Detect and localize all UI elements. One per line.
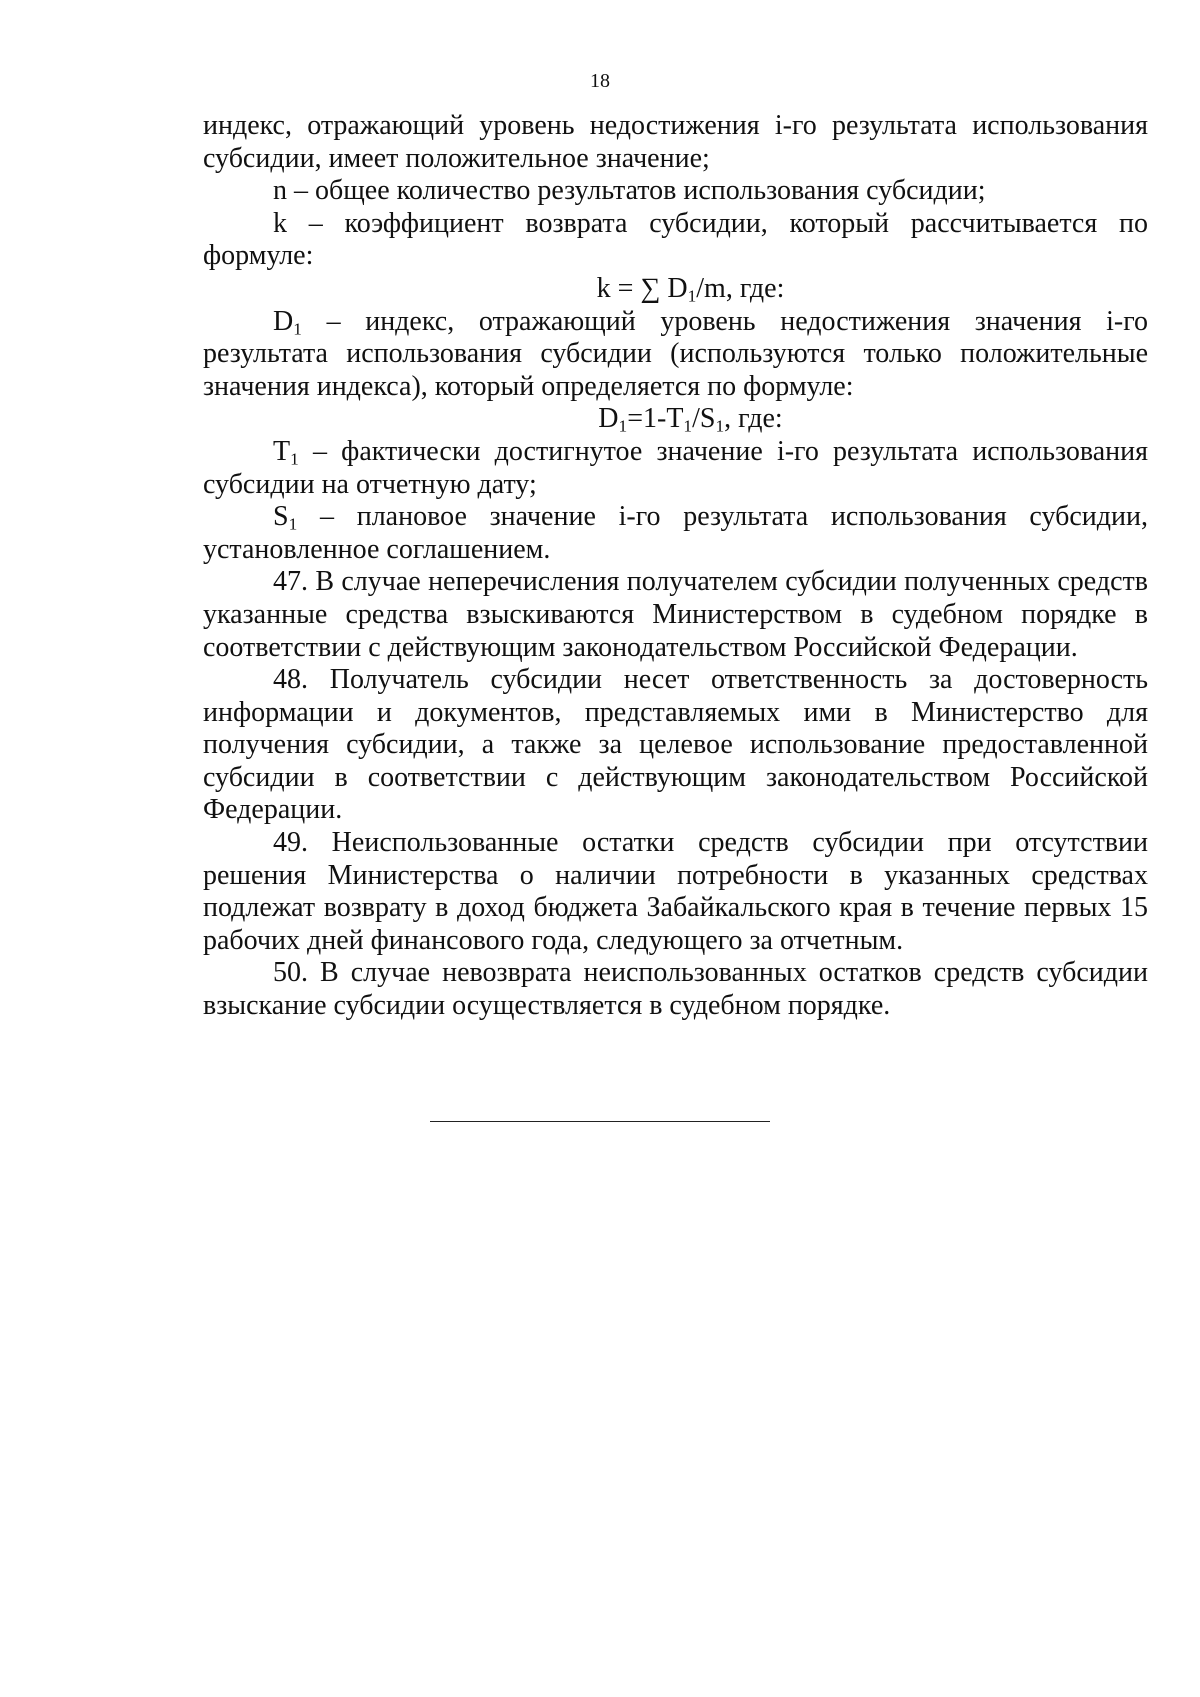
formula-d1-sub-b: 1 (683, 416, 693, 436)
paragraph-50: 50. В случае невозврата неиспользованных остатков средств субсидии взыскание субсидии осуществляется в судебном порядке. (203, 957, 1148, 1022)
formula-k-prefix: k = ∑ D (596, 272, 688, 304)
document-body (203, 110, 1148, 1023)
symbol-t: T (273, 435, 291, 467)
paragraph-t1-definition (203, 436, 1148, 501)
page-number: 18 (590, 70, 610, 92)
paragraph-49: 49. Неиспользованные остатки средств субсидии при отсутствии решения Министерства о наличии потребности в указанных средствах подлежат возврату в доход бюджета Забайкальского края в течение первых 15 рабочих дней финансового года, следующего за отчетным. (203, 827, 1148, 956)
formula-d1-slash: /S (692, 403, 716, 435)
formula-d1-d: D (598, 403, 619, 435)
paragraph-d1-text: – индекс, отражающий уровень недостижения значения i-го результата использования субсидии (используются только положительные значения индекса), который определяется по формуле: (203, 305, 1148, 402)
paragraph-47: 47. В случае неперечисления получателем субсидии полученных средств указанные средства взыскиваются Министерством в судебном порядке в соответствии с действующим законодательством Российской Федерации. (203, 566, 1148, 663)
paragraph-s1-definition (203, 501, 1148, 566)
symbol-s: S (273, 501, 289, 533)
formula-d1-sub-c: 1 (715, 416, 725, 436)
paragraph-t1-text: – фактически достигнутое значение i-го результата использования субсидии на отчетную дату; (203, 435, 1148, 500)
document-end-rule (430, 1121, 770, 1122)
paragraph-index-definition: индекс, отражающий уровень недостижения i-го результата использования субсидии, имеет положительное значение; (203, 110, 1148, 174)
formula-d1-mid: =1-T (627, 403, 684, 435)
paragraph-48: 48. Получатель субсидии несет ответственность за достоверность информации и документов, представляемых ими в Министерство для получения субсидии, а также за целевое использование предоставленной субсидии в соответствии с действующим законодательством Российской Федерации. (203, 664, 1148, 826)
symbol-d-subscript: 1 (293, 318, 302, 338)
formula-k-suffix: /m, где: (696, 272, 785, 304)
symbol-d: D (273, 305, 294, 337)
formula-k (203, 273, 1148, 306)
symbol-s-subscript: 1 (288, 514, 298, 534)
paragraph-d1-definition (203, 306, 1148, 404)
paragraph-s1-text: – плановое значение i-го результата использования субсидии, установленное соглашением. (203, 501, 1148, 565)
formula-d1-sub-a: 1 (618, 416, 628, 436)
paragraph-k-definition: k – коэффициент возврата субсидии, который рассчитывается по формуле: (203, 207, 1148, 272)
formula-d1-suffix: , где: (724, 403, 783, 435)
paragraph-n-definition: n – общее количество результатов использования субсидии; (273, 175, 986, 207)
symbol-t-subscript: 1 (290, 449, 299, 469)
formula-d1 (203, 403, 1148, 436)
formula-k-subscript: 1 (687, 286, 697, 306)
